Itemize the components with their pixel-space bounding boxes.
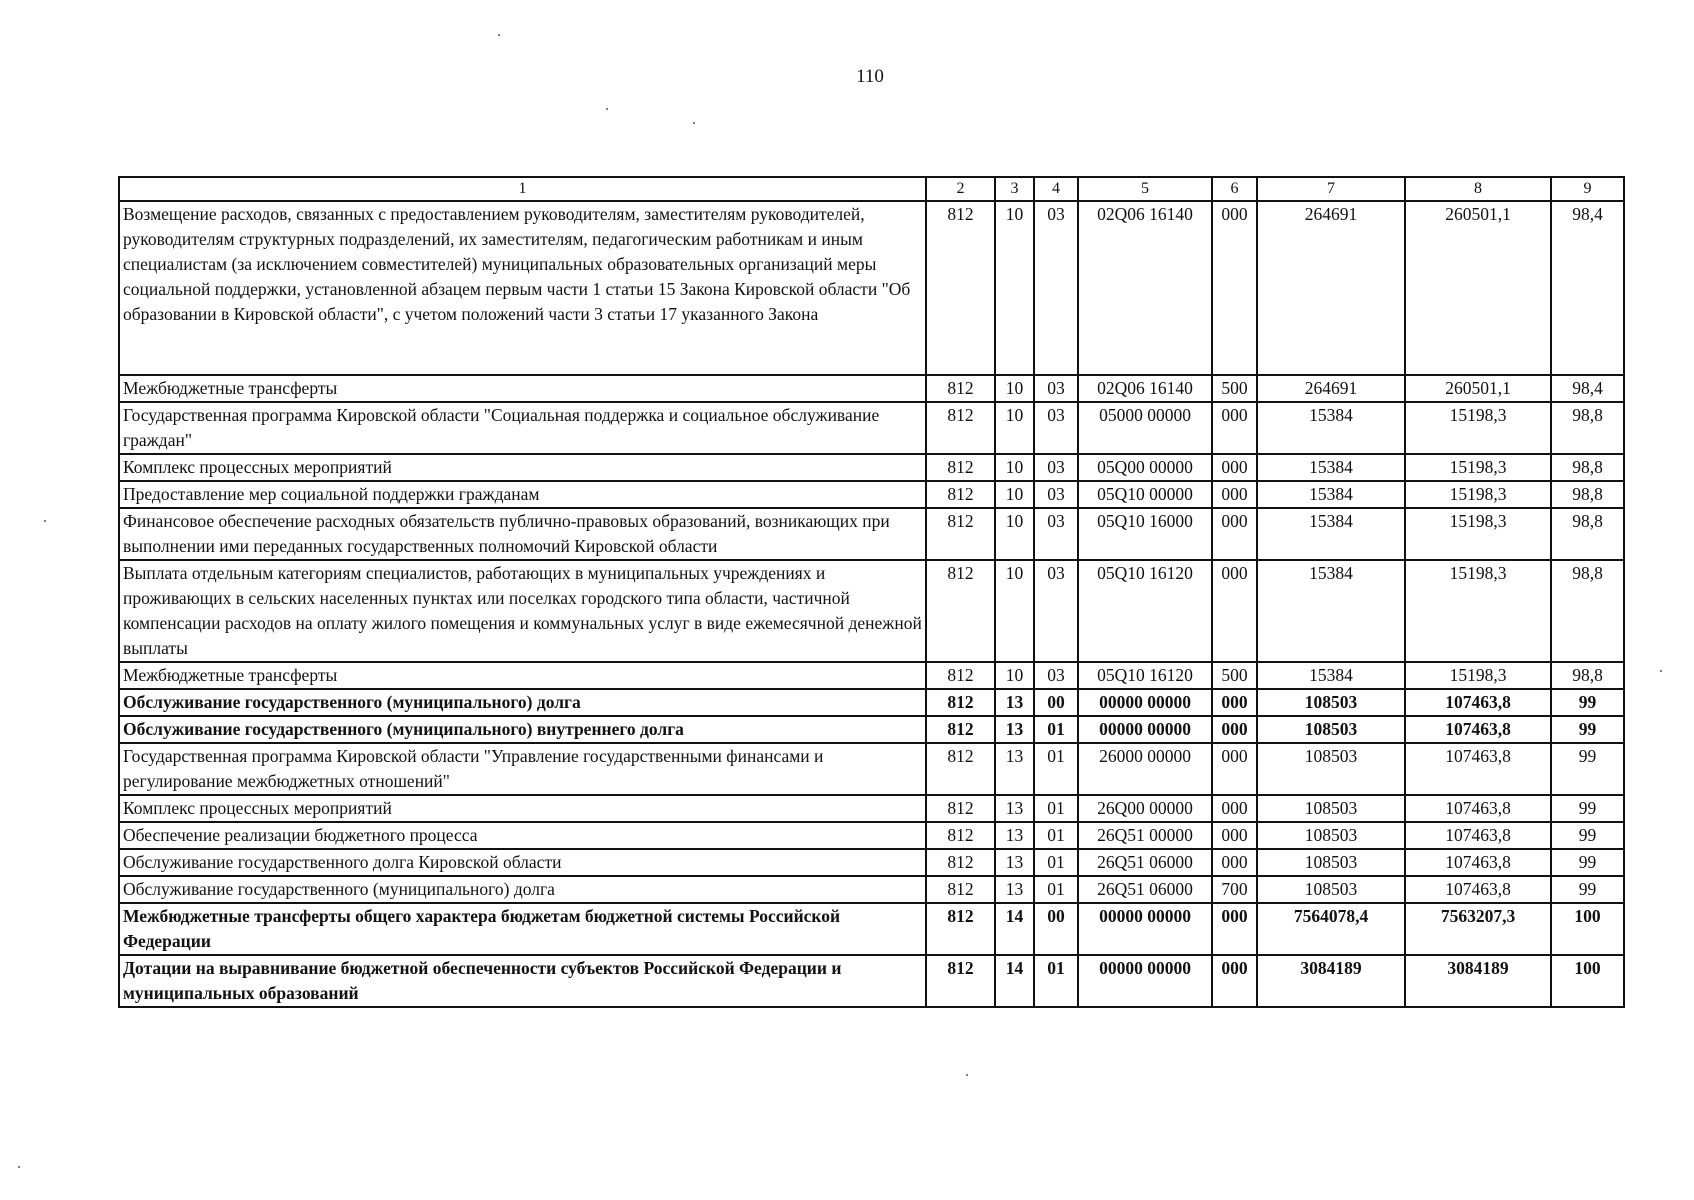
row-section: 10 (995, 201, 1034, 375)
row-section: 13 (995, 716, 1034, 743)
row-expense-type: 700 (1212, 876, 1257, 903)
row-plan-amount: 108503 (1257, 743, 1405, 795)
row-target-item: 05Q00 00000 (1078, 454, 1212, 481)
row-code-admin: 812 (926, 201, 995, 375)
row-expense-type: 000 (1212, 849, 1257, 876)
row-name: Комплекс процессных мероприятий (119, 795, 926, 822)
row-actual-amount: 15198,3 (1405, 662, 1551, 689)
row-target-item: 26Q51 06000 (1078, 849, 1212, 876)
row-code-admin: 812 (926, 454, 995, 481)
row-expense-type: 000 (1212, 481, 1257, 508)
row-expense-type: 000 (1212, 903, 1257, 955)
row-actual-amount: 107463,8 (1405, 849, 1551, 876)
row-expense-type: 000 (1212, 955, 1257, 1007)
scan-speck (498, 34, 500, 36)
row-expense-type: 000 (1212, 822, 1257, 849)
row-target-item: 00000 00000 (1078, 716, 1212, 743)
row-expense-type: 000 (1212, 795, 1257, 822)
table-row (119, 508, 1624, 560)
row-code-admin: 812 (926, 508, 995, 560)
row-actual-amount: 3084189 (1405, 955, 1551, 1007)
row-plan-amount: 3084189 (1257, 955, 1405, 1007)
col-header-2: 2 (926, 177, 995, 201)
row-section: 13 (995, 743, 1034, 795)
row-section: 10 (995, 662, 1034, 689)
row-subsection: 03 (1034, 481, 1078, 508)
row-target-item: 05000 00000 (1078, 402, 1212, 454)
row-percent: 98,8 (1551, 454, 1624, 481)
row-expense-type: 000 (1212, 402, 1257, 454)
row-code-admin: 812 (926, 903, 995, 955)
row-plan-amount: 15384 (1257, 662, 1405, 689)
table-body (119, 201, 1624, 1007)
table-row (119, 849, 1624, 876)
row-percent: 100 (1551, 955, 1624, 1007)
row-actual-amount: 107463,8 (1405, 743, 1551, 795)
row-target-item: 26000 00000 (1078, 743, 1212, 795)
row-target-item: 02Q06 16140 (1078, 201, 1212, 375)
row-section: 13 (995, 822, 1034, 849)
row-section: 10 (995, 402, 1034, 454)
row-section: 10 (995, 454, 1034, 481)
row-plan-amount: 108503 (1257, 689, 1405, 716)
row-subsection: 03 (1034, 508, 1078, 560)
table-row (119, 822, 1624, 849)
row-subsection: 00 (1034, 689, 1078, 716)
table-row (119, 560, 1624, 662)
row-actual-amount: 7563207,3 (1405, 903, 1551, 955)
col-header-8: 8 (1405, 177, 1551, 201)
row-section: 13 (995, 876, 1034, 903)
row-section: 14 (995, 903, 1034, 955)
row-name: Возмещение расходов, связанных с предоставлением руководителям, заместителям руководителей, руководителям структурных подразделений, их заместителям, педагогическим работникам и иным специалистам (за исключением совместителей) муниципальных образовательных организаций меры социальной поддержки, установленной абзацем первым части 1 статьи 15 Закона Кировской области "Об образовании в Кировской области", с учетом положений части 3 статьи 17 указанного Закона (119, 201, 926, 375)
row-percent: 99 (1551, 716, 1624, 743)
row-plan-amount: 264691 (1257, 201, 1405, 375)
row-actual-amount: 15198,3 (1405, 402, 1551, 454)
row-section: 13 (995, 689, 1034, 716)
row-name: Межбюджетные трансферты общего характера бюджетам бюджетной системы Российской Федерации (119, 903, 926, 955)
row-percent: 98,4 (1551, 201, 1624, 375)
row-code-admin: 812 (926, 662, 995, 689)
row-percent: 99 (1551, 849, 1624, 876)
col-header-3: 3 (995, 177, 1034, 201)
row-target-item: 26Q51 06000 (1078, 876, 1212, 903)
table-row (119, 743, 1624, 795)
row-actual-amount: 107463,8 (1405, 822, 1551, 849)
row-section: 10 (995, 481, 1034, 508)
row-name: Межбюджетные трансферты (119, 662, 926, 689)
row-expense-type: 000 (1212, 743, 1257, 795)
row-plan-amount: 15384 (1257, 454, 1405, 481)
row-subsection: 01 (1034, 743, 1078, 795)
row-expense-type: 000 (1212, 508, 1257, 560)
col-header-4: 4 (1034, 177, 1078, 201)
row-plan-amount: 15384 (1257, 481, 1405, 508)
table-row (119, 402, 1624, 454)
row-subsection: 00 (1034, 903, 1078, 955)
row-percent: 99 (1551, 822, 1624, 849)
row-section: 13 (995, 849, 1034, 876)
scan-speck (1660, 670, 1662, 672)
row-percent: 98,8 (1551, 508, 1624, 560)
row-subsection: 03 (1034, 402, 1078, 454)
row-subsection: 03 (1034, 201, 1078, 375)
row-code-admin: 812 (926, 560, 995, 662)
row-code-admin: 812 (926, 481, 995, 508)
row-percent: 98,8 (1551, 402, 1624, 454)
header-row (119, 177, 1624, 201)
row-percent: 98,8 (1551, 662, 1624, 689)
row-name: Финансовое обеспечение расходных обязательств публично-правовых образований, возникающих при выполнении ими переданных государственных полномочий Кировской области (119, 508, 926, 560)
row-subsection: 03 (1034, 560, 1078, 662)
row-name: Обеспечение реализации бюджетного процесса (119, 822, 926, 849)
scan-speck (18, 1166, 20, 1168)
row-section: 10 (995, 508, 1034, 560)
table-row (119, 662, 1624, 689)
row-subsection: 01 (1034, 876, 1078, 903)
row-expense-type: 500 (1212, 375, 1257, 402)
row-code-admin: 812 (926, 716, 995, 743)
row-percent: 99 (1551, 689, 1624, 716)
row-name: Государственная программа Кировской области "Управление государственными финансами и регулирование межбюджетных отношений" (119, 743, 926, 795)
row-section: 10 (995, 560, 1034, 662)
col-header-7: 7 (1257, 177, 1405, 201)
table-row (119, 201, 1624, 375)
table-row (119, 375, 1624, 402)
table-row (119, 903, 1624, 955)
row-name: Обслуживание государственного (муниципального) внутреннего долга (119, 716, 926, 743)
table-row (119, 716, 1624, 743)
row-expense-type: 500 (1212, 662, 1257, 689)
row-actual-amount: 15198,3 (1405, 481, 1551, 508)
row-percent: 100 (1551, 903, 1624, 955)
row-code-admin: 812 (926, 955, 995, 1007)
row-plan-amount: 108503 (1257, 716, 1405, 743)
row-actual-amount: 15198,3 (1405, 454, 1551, 481)
row-target-item: 02Q06 16140 (1078, 375, 1212, 402)
row-target-item: 05Q10 16000 (1078, 508, 1212, 560)
row-code-admin: 812 (926, 795, 995, 822)
row-percent: 98,4 (1551, 375, 1624, 402)
row-section: 13 (995, 795, 1034, 822)
row-target-item: 05Q10 16120 (1078, 560, 1212, 662)
row-plan-amount: 264691 (1257, 375, 1405, 402)
row-expense-type: 000 (1212, 716, 1257, 743)
table-row (119, 689, 1624, 716)
row-code-admin: 812 (926, 689, 995, 716)
table-row (119, 454, 1624, 481)
scan-speck (966, 1074, 968, 1076)
table-row (119, 876, 1624, 903)
row-target-item: 00000 00000 (1078, 903, 1212, 955)
row-actual-amount: 107463,8 (1405, 716, 1551, 743)
row-code-admin: 812 (926, 743, 995, 795)
row-subsection: 03 (1034, 454, 1078, 481)
row-subsection: 01 (1034, 849, 1078, 876)
row-plan-amount: 15384 (1257, 508, 1405, 560)
row-expense-type: 000 (1212, 689, 1257, 716)
row-code-admin: 812 (926, 822, 995, 849)
row-subsection: 01 (1034, 822, 1078, 849)
row-subsection: 01 (1034, 955, 1078, 1007)
row-actual-amount: 260501,1 (1405, 201, 1551, 375)
col-header-5: 5 (1078, 177, 1212, 201)
row-code-admin: 812 (926, 375, 995, 402)
row-percent: 98,8 (1551, 560, 1624, 662)
row-expense-type: 000 (1212, 454, 1257, 481)
row-actual-amount: 15198,3 (1405, 508, 1551, 560)
row-expense-type: 000 (1212, 201, 1257, 375)
row-subsection: 01 (1034, 716, 1078, 743)
row-target-item: 05Q10 00000 (1078, 481, 1212, 508)
row-section: 14 (995, 955, 1034, 1007)
page-number: 110 (856, 66, 884, 87)
table-row (119, 955, 1624, 1007)
table-row (119, 481, 1624, 508)
budget-table (118, 176, 1625, 1008)
row-plan-amount: 108503 (1257, 795, 1405, 822)
row-name: Предоставление мер социальной поддержки гражданам (119, 481, 926, 508)
row-plan-amount: 15384 (1257, 560, 1405, 662)
table-row (119, 795, 1624, 822)
row-actual-amount: 15198,3 (1405, 560, 1551, 662)
row-plan-amount: 108503 (1257, 822, 1405, 849)
row-actual-amount: 260501,1 (1405, 375, 1551, 402)
row-plan-amount: 15384 (1257, 402, 1405, 454)
scan-speck (44, 520, 46, 522)
row-actual-amount: 107463,8 (1405, 795, 1551, 822)
row-name: Межбюджетные трансферты (119, 375, 926, 402)
row-actual-amount: 107463,8 (1405, 876, 1551, 903)
row-target-item: 00000 00000 (1078, 955, 1212, 1007)
row-code-admin: 812 (926, 876, 995, 903)
row-actual-amount: 107463,8 (1405, 689, 1551, 716)
col-header-9: 9 (1551, 177, 1624, 201)
row-subsection: 01 (1034, 795, 1078, 822)
row-target-item: 26Q51 00000 (1078, 822, 1212, 849)
row-name: Выплата отдельным категориям специалистов, работающих в муниципальных учреждениях и проживающих в сельских населенных пунктах или поселках городского типа области, частичной компенсации расходов на оплату жилого помещения и коммунальных услуг в виде ежемесячной денежной выплаты (119, 560, 926, 662)
row-subsection: 03 (1034, 375, 1078, 402)
row-percent: 99 (1551, 795, 1624, 822)
row-subsection: 03 (1034, 662, 1078, 689)
row-percent: 99 (1551, 876, 1624, 903)
row-code-admin: 812 (926, 849, 995, 876)
row-plan-amount: 7564078,4 (1257, 903, 1405, 955)
row-target-item: 05Q10 16120 (1078, 662, 1212, 689)
row-target-item: 26Q00 00000 (1078, 795, 1212, 822)
row-target-item: 00000 00000 (1078, 689, 1212, 716)
scan-speck (606, 108, 608, 110)
row-name: Комплекс процессных мероприятий (119, 454, 926, 481)
row-expense-type: 000 (1212, 560, 1257, 662)
row-plan-amount: 108503 (1257, 876, 1405, 903)
scan-speck (693, 122, 695, 124)
row-plan-amount: 108503 (1257, 849, 1405, 876)
row-name: Государственная программа Кировской области "Социальная поддержка и социальное обслуживание граждан" (119, 402, 926, 454)
row-percent: 98,8 (1551, 481, 1624, 508)
row-percent: 99 (1551, 743, 1624, 795)
col-header-6: 6 (1212, 177, 1257, 201)
row-name: Дотации на выравнивание бюджетной обеспеченности субъектов Российской Федерации и муниципальных образований (119, 955, 926, 1007)
row-code-admin: 812 (926, 402, 995, 454)
row-name: Обслуживание государственного (муниципального) долга (119, 689, 926, 716)
row-section: 10 (995, 375, 1034, 402)
row-name: Обслуживание государственного долга Кировской области (119, 849, 926, 876)
row-name: Обслуживание государственного (муниципального) долга (119, 876, 926, 903)
col-header-1: 1 (119, 177, 926, 201)
